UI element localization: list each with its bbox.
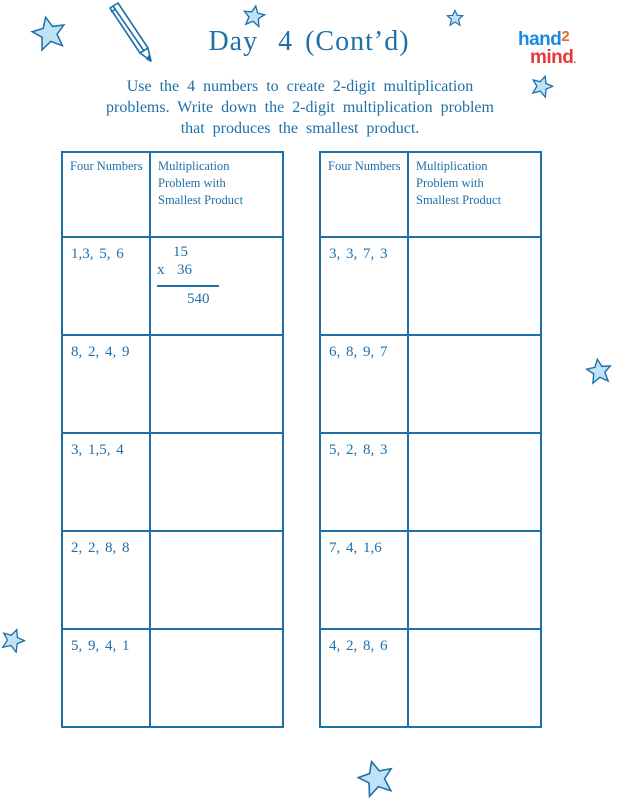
times-sign: x [157,262,165,278]
answer-cell[interactable] [408,237,541,335]
table-row [320,531,541,629]
star-icon [585,357,613,385]
four-numbers-cell: 3, 1,5, 4 [71,442,124,458]
answer-cell[interactable] [150,531,283,629]
star-icon [356,758,396,798]
four-numbers-cell: 5, 2, 8, 3 [329,442,388,458]
answer-cell[interactable] [408,629,541,727]
answer-cell[interactable] [150,335,283,433]
logo-text-hand: hand [518,29,562,50]
four-numbers-cell: 5, 9, 4, 1 [71,638,130,654]
star-icon [446,9,464,27]
table-row [62,237,283,335]
answer-cell[interactable] [150,433,283,531]
answer-cell[interactable] [150,629,283,727]
header-four-numbers [320,152,408,237]
four-numbers-cell: 3, 3, 7, 3 [329,246,388,262]
table-row [320,629,541,727]
four-numbers-cell: 6, 8, 9, 7 [329,344,388,360]
header-multiplication-problem [150,152,283,237]
instructions [60,76,540,139]
answer-cell[interactable] [408,531,541,629]
table-row [62,629,283,727]
logo-text-two: 2 [561,28,570,45]
header-four-numbers [62,152,150,237]
answer-cell[interactable] [408,433,541,531]
four-numbers-cell: 4, 2, 8, 6 [329,638,388,654]
product-line [157,285,219,287]
hand2mind-logo [518,28,594,68]
left-worksheet-table [61,151,284,728]
four-numbers-cell: 8, 2, 4, 9 [71,344,130,360]
table-row [320,237,541,335]
header-label: Four Numbers [328,159,401,173]
instructions-line-3: that produces the smallest product. [180,120,420,137]
right-worksheet-table [319,151,542,728]
star-icon [0,627,26,653]
multiplicand: 15 [173,244,188,260]
logo-text-mind: mind [530,47,574,68]
title-word: Day [208,26,259,57]
product: 540 [187,291,210,307]
header-multiplication-problem [408,152,541,237]
header-label: Four Numbers [70,159,143,173]
answer-cell[interactable] [150,237,283,335]
four-numbers-cell: 7, 4, 1,6 [329,540,382,556]
table-row [62,433,283,531]
table-row [320,335,541,433]
header-label: Multiplication Problem with Smallest Product [158,159,244,207]
four-numbers-cell: 1,3, 5, 6 [71,246,124,262]
title-suffix: (Cont’d) [305,26,410,57]
logo-dot: . [573,55,576,66]
star-icon [242,4,266,28]
table-row [320,433,541,531]
instructions-line-2: problems. Write down the 2-digit multiplication problem [106,99,494,116]
instructions-line-1: Use the 4 numbers to create 2-digit multiplication [126,78,474,95]
title-number: 4 [278,26,294,57]
four-numbers-cell: 2, 2, 8, 8 [71,540,130,556]
table-row [62,531,283,629]
answer-cell[interactable] [408,335,541,433]
header-label: Multiplication Problem with Smallest Product [416,159,502,207]
multiplier: 36 [177,262,192,278]
table-row [62,335,283,433]
